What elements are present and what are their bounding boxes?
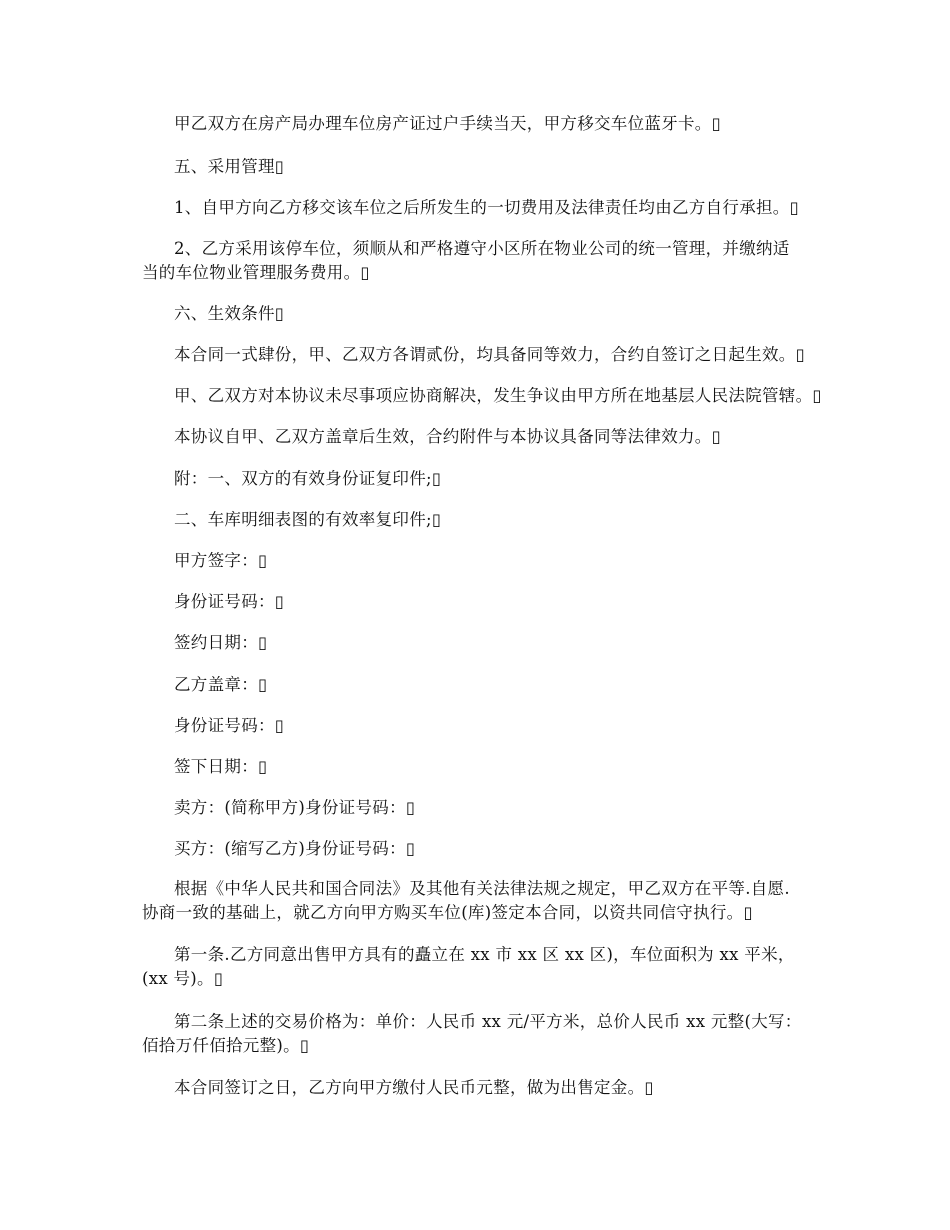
text-line: 签约日期：▯ bbox=[174, 633, 268, 652]
signature-field bbox=[142, 590, 822, 614]
text-line: 买方：(缩写乙方)身份证号码：▯ bbox=[174, 839, 416, 858]
signature-field bbox=[142, 673, 822, 697]
signature-field bbox=[142, 631, 822, 655]
paragraph bbox=[142, 425, 822, 449]
text-line: 身份证号码：▯ bbox=[174, 716, 285, 735]
text-line: 1、自甲方向乙方移交该车位之后所发生的一切费用及法律责任均由乙方自行承担。▯ bbox=[174, 198, 799, 217]
party-field bbox=[142, 837, 822, 861]
text-line: (xx 号)。▯ bbox=[142, 969, 224, 988]
paragraph bbox=[142, 877, 822, 925]
text-line: 五、采用管理▯ bbox=[174, 157, 285, 176]
text-line: 本合同签订之日，乙方向甲方缴付人民币元整，做为出售定金。▯ bbox=[174, 1078, 654, 1097]
text-line: 本合同一式肆份，甲、乙双方各谓贰份，均具备同等效力，合约自签订之日起生效。▯ bbox=[174, 345, 805, 364]
text-line: 甲方签字：▯ bbox=[174, 551, 268, 570]
text-line: 第二条上述的交易价格为：单价：人民币 xx 元/平方米，总价人民币 xx 元整(大写： bbox=[174, 1012, 802, 1031]
text-line: 身份证号码：▯ bbox=[174, 592, 285, 611]
signature-field bbox=[142, 714, 822, 738]
signature-field bbox=[142, 549, 822, 573]
text-line: 当的车位物业管理服务费用。▯ bbox=[142, 263, 370, 282]
attachment-item bbox=[142, 508, 822, 532]
text-line: 甲、乙双方对本协议未尽事项应协商解决，发生争议由甲方所在地基层人民法院管辖。▯ bbox=[174, 386, 822, 405]
article-paragraph bbox=[142, 1010, 822, 1058]
text-line: 六、生效条件▯ bbox=[174, 304, 285, 323]
text-line: 附：一、双方的有效身份证复印件;▯ bbox=[174, 469, 442, 488]
text-line: 签下日期：▯ bbox=[174, 757, 268, 776]
section-heading bbox=[142, 302, 822, 326]
paragraph bbox=[142, 384, 822, 408]
article-paragraph bbox=[142, 943, 822, 991]
paragraph bbox=[142, 237, 822, 285]
party-field bbox=[142, 796, 822, 820]
paragraph bbox=[142, 343, 822, 367]
text-line: 二、车库明细表图的有效率复印件;▯ bbox=[174, 510, 442, 529]
paragraph bbox=[142, 196, 822, 220]
text-line: 本协议自甲、乙双方盖章后生效，合约附件与本协议具备同等法律效力。▯ bbox=[174, 427, 721, 446]
signature-field bbox=[142, 755, 822, 779]
text-line: 佰拾万仟佰拾元整)。▯ bbox=[142, 1036, 310, 1055]
text-line: 甲乙双方在房产局办理车位房产证过户手续当天，甲方移交车位蓝牙卡。▯ bbox=[174, 114, 721, 133]
text-line: 协商一致的基础上，就乙方向甲方购买车位(库)签定本合同，以资共同信守执行。▯ bbox=[142, 903, 753, 922]
text-line: 乙方盖章：▯ bbox=[174, 675, 268, 694]
text-line: 根据《中华人民共和国合同法》及其他有关法律法规之规定，甲乙双方在平等.自愿. bbox=[174, 879, 790, 898]
text-line: 卖方：(简称甲方)身份证号码：▯ bbox=[174, 798, 416, 817]
section-heading bbox=[142, 155, 822, 179]
text-line: 第一条.乙方同意出售甲方具有的矗立在 xx 市 xx 区 xx 区)，车位面积为 xx 平米， bbox=[174, 945, 795, 964]
text-line: 2、乙方采用该停车位，须顺从和严格遵守小区所在物业公司的统一管理，并缴纳适 bbox=[174, 239, 790, 258]
paragraph bbox=[142, 1076, 822, 1100]
attachment-item bbox=[142, 467, 822, 491]
paragraph bbox=[142, 112, 822, 136]
